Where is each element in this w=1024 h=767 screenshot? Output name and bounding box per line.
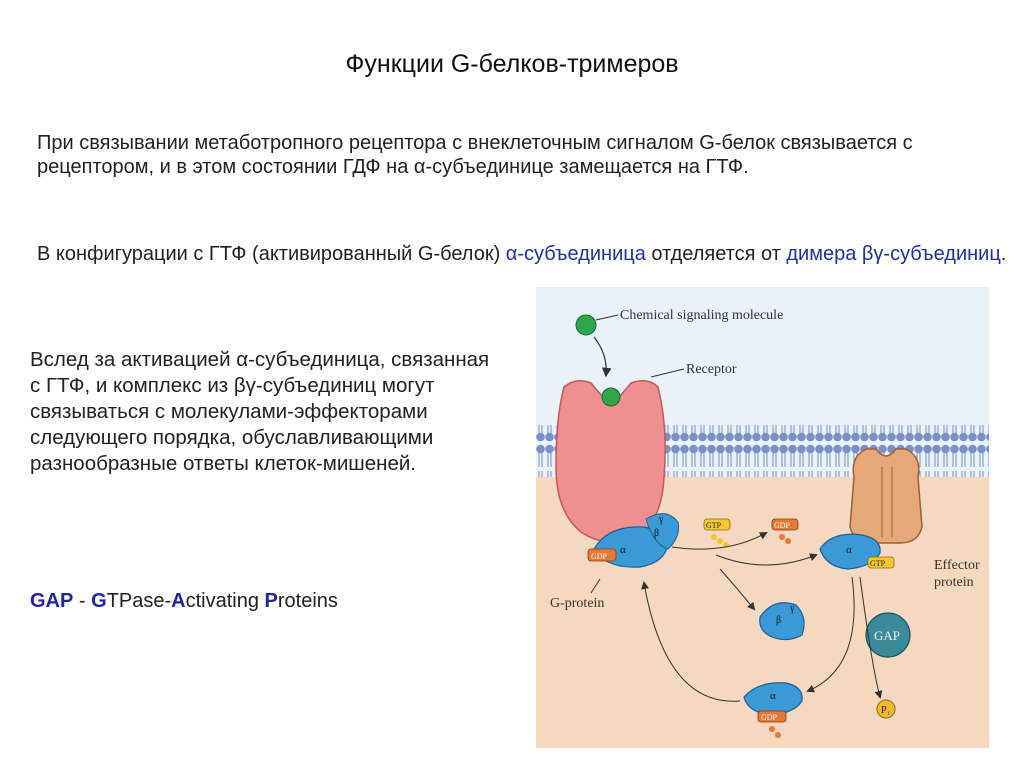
gap-letter-g: G (91, 590, 107, 612)
g-protein-cycle-svg (536, 287, 989, 748)
page-title: Функции G-белков-тримеров (345, 50, 679, 78)
label-effector-protein: protein (934, 575, 974, 590)
paragraph-gtp-configuration (37, 242, 1007, 266)
svg-text:GDP: GDP (774, 521, 791, 530)
svg-text:GTP: GTP (870, 559, 886, 568)
p2-text-3: . (1000, 243, 1007, 265)
gap-definition (30, 590, 338, 613)
svg-text:GAP: GAP (874, 628, 901, 643)
p2-text-1: В конфигурации с ГТФ (активированный G-белок) (37, 243, 506, 265)
bound-ligand-icon (602, 388, 620, 406)
label-effector: Effector (934, 558, 980, 573)
gap-letter-a: A (171, 590, 186, 612)
svg-text:GTP: GTP (706, 521, 722, 530)
p2-text-2: отделяется от (645, 243, 787, 265)
svg-text:P: P (881, 705, 887, 716)
g-protein-cycle-figure (536, 287, 989, 748)
svg-text:γ: γ (659, 514, 664, 525)
paragraph-effector-activation: Вслед за активацией α-субъединица, связанная с ГТФ, и комплекс из βγ-субъединиц могут связываться с молекулами-эффекторами следующего порядка, обуславливающими разнообразные ответы клеток-мишеней. (30, 348, 490, 475)
svg-text:γ: γ (790, 603, 795, 614)
svg-text:α: α (770, 690, 776, 702)
gap-word-roteins: roteins (277, 590, 338, 612)
svg-text:β: β (654, 528, 660, 539)
gap-dash: - (73, 590, 92, 612)
svg-text:β: β (776, 615, 782, 626)
beta-gamma-dimer-highlight: димера βγ-субъединиц (786, 243, 1001, 265)
label-g-protein: G-protein (550, 596, 605, 611)
gap-letter-p: P (264, 590, 278, 612)
signaling-molecule-icon (576, 315, 596, 335)
alpha-subunit-highlight: α-субъединица (505, 243, 646, 265)
effector-protein-icon (850, 449, 922, 543)
gap-word-tpase: TPase- (106, 590, 172, 612)
gap-abbr: GAP (30, 590, 74, 612)
svg-text:i: i (888, 711, 890, 717)
label-chemical-signal: Chemical signaling molecule (620, 308, 784, 323)
gap-word-ctivating: ctivating (185, 590, 265, 612)
label-receptor: Receptor (686, 362, 737, 377)
svg-text:GDP: GDP (761, 713, 778, 722)
svg-text:α: α (846, 544, 852, 556)
paragraph-receptor-binding: При связывании метаботропного рецептора с внеклеточным сигналом G-белок связывается с рецептором, и в этом состоянии ГДФ на α-субъединице замещается на ГТФ. (37, 132, 913, 178)
svg-text:GDP: GDP (591, 552, 608, 561)
svg-text:α: α (620, 544, 626, 556)
